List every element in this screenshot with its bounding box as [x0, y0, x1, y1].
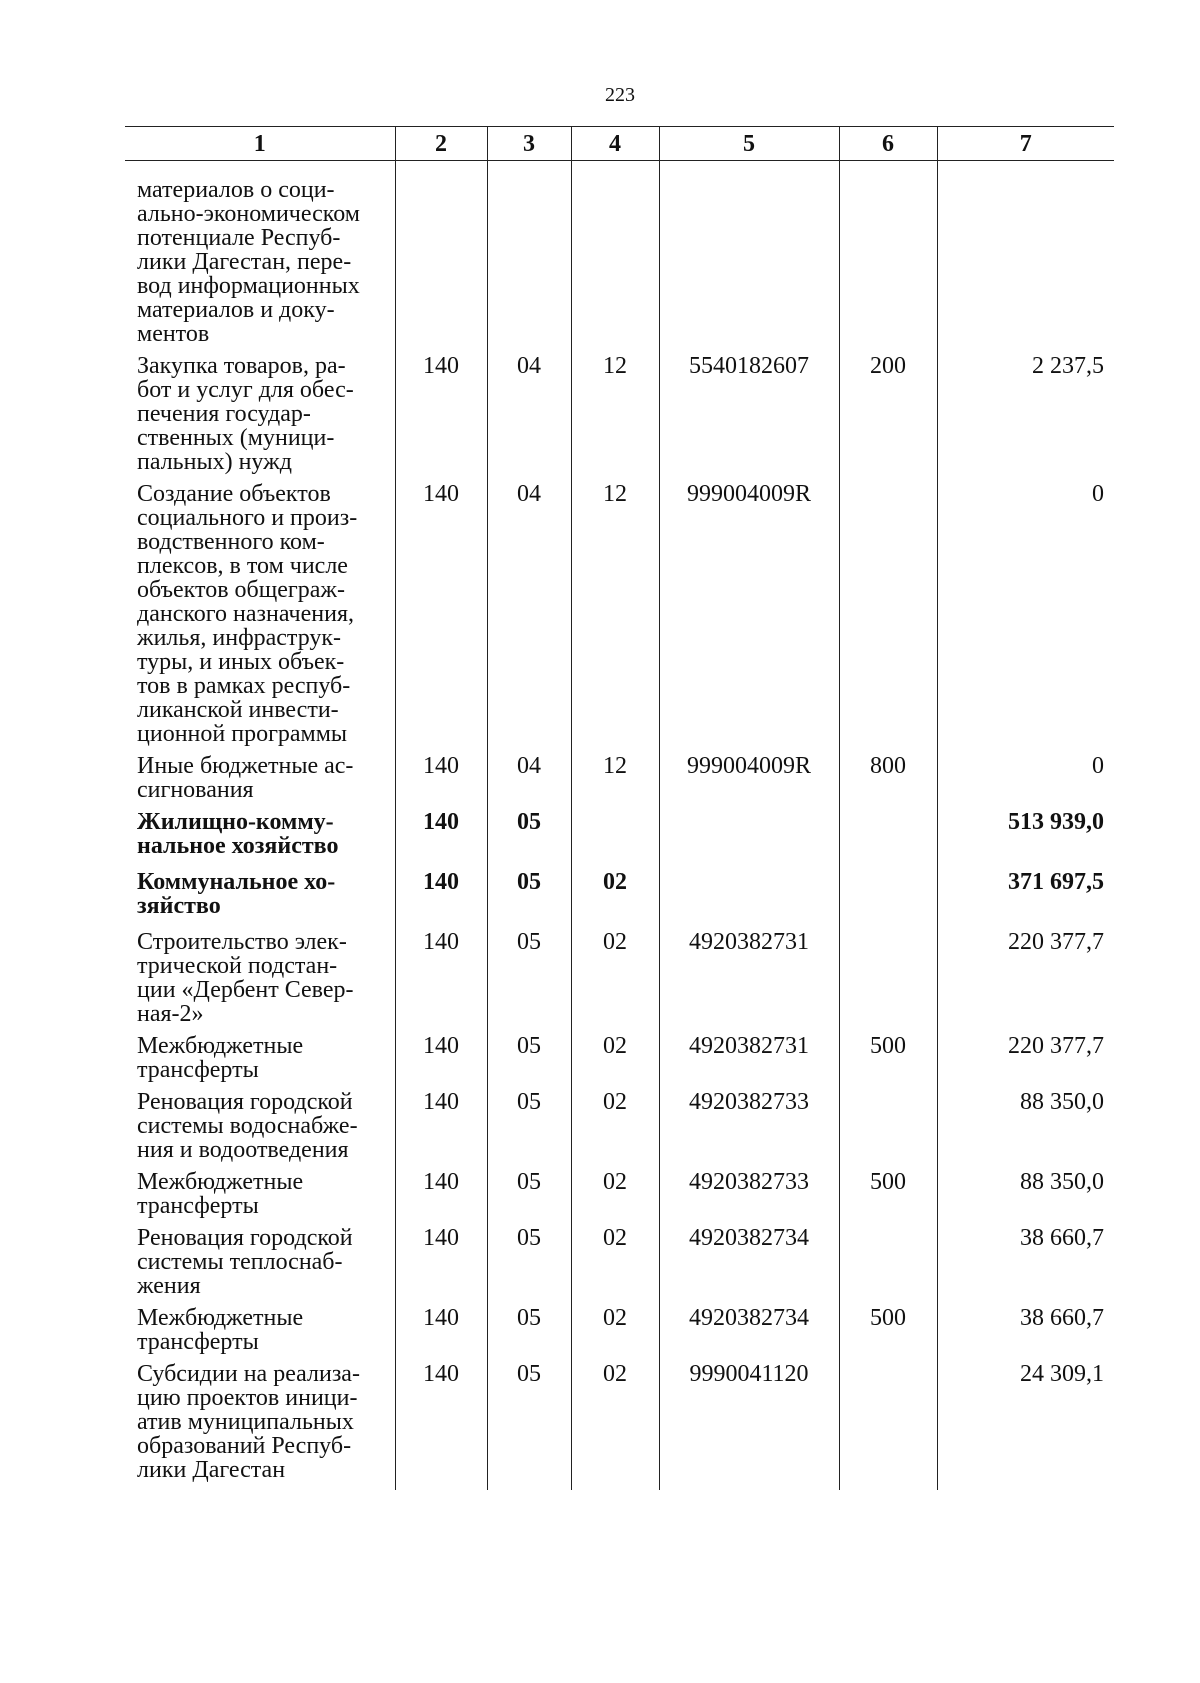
expense-type-cell: 500 — [839, 1034, 937, 1090]
code-cell: 140 — [395, 810, 487, 870]
section-cell: 05 — [487, 1170, 571, 1226]
table-row — [125, 1226, 1114, 1306]
target-article-cell: 4920382731 — [659, 1034, 839, 1090]
section-cell: 04 — [487, 482, 571, 754]
expense-type-cell — [839, 1090, 937, 1170]
table-row — [125, 1306, 1114, 1362]
amount-cell: 220 377,7 — [937, 930, 1114, 1034]
table-body — [125, 161, 1114, 1491]
header-cell: 1 — [125, 127, 395, 161]
subsection-cell: 12 — [571, 482, 659, 754]
subsection-cell: 02 — [571, 1090, 659, 1170]
amount-cell: 88 350,0 — [937, 1170, 1114, 1226]
section-cell: 05 — [487, 870, 571, 930]
section-cell: 05 — [487, 810, 571, 870]
target-article-cell: 4920382734 — [659, 1226, 839, 1306]
code-cell: 140 — [395, 482, 487, 754]
amount-cell: 513 939,0 — [937, 810, 1114, 870]
row-description: Закупка товаров, ра- бот и услуг для обес- печения государ- ственных (муници- пальных) нужд — [137, 353, 354, 475]
table-row — [125, 178, 1114, 354]
subsection-cell: 02 — [571, 1362, 659, 1490]
code-cell: 140 — [395, 1306, 487, 1362]
expense-type-cell — [839, 178, 937, 354]
table-row — [125, 1362, 1114, 1490]
code-cell: 140 — [395, 354, 487, 482]
expense-type-cell: 200 — [839, 354, 937, 482]
header-cell: 3 — [487, 127, 571, 161]
section-cell: 04 — [487, 354, 571, 482]
expense-type-cell — [839, 482, 937, 754]
subsection-cell: 02 — [571, 1306, 659, 1362]
section-cell: 05 — [487, 1226, 571, 1306]
expense-type-cell — [839, 1226, 937, 1306]
code-cell: 140 — [395, 1226, 487, 1306]
amount-cell: 0 — [937, 482, 1114, 754]
table-row — [125, 1090, 1114, 1170]
row-description: Создание объектов социального и произ- водственного ком- плексов, в том числе объектов общеграж- данского назначения, жилья, инфраструк- туры, и иных объек- тов в рамках респуб- ликанской инвести- ционной программы — [137, 481, 358, 747]
subsection-cell — [571, 810, 659, 870]
table-row — [125, 930, 1114, 1034]
row-description: материалов о соци- ально-экономическом потенциале Респуб- лики Дагестан, пере- вод информационных материалов и доку- ментов — [137, 177, 360, 347]
code-cell: 140 — [395, 1034, 487, 1090]
spacer-row — [125, 161, 1114, 179]
code-cell — [395, 178, 487, 354]
subsection-cell: 12 — [571, 354, 659, 482]
table-row — [125, 1170, 1114, 1226]
target-article-cell: 5540182607 — [659, 354, 839, 482]
target-article-cell: 999004009R — [659, 482, 839, 754]
code-cell: 140 — [395, 1170, 487, 1226]
amount-cell: 38 660,7 — [937, 1306, 1114, 1362]
section-cell: 04 — [487, 754, 571, 810]
amount-cell — [937, 178, 1114, 354]
table-row — [125, 810, 1114, 870]
target-article-cell: 4920382733 — [659, 1170, 839, 1226]
table-row — [125, 482, 1114, 754]
amount-cell: 88 350,0 — [937, 1090, 1114, 1170]
code-cell: 140 — [395, 1090, 487, 1170]
header-cell: 2 — [395, 127, 487, 161]
expense-type-cell: 800 — [839, 754, 937, 810]
target-article-cell — [659, 870, 839, 930]
header-row — [125, 127, 1114, 161]
header-cell: 4 — [571, 127, 659, 161]
amount-cell: 2 237,5 — [937, 354, 1114, 482]
section-cell: 05 — [487, 930, 571, 1034]
subsection-cell — [571, 178, 659, 354]
section-cell: 05 — [487, 1090, 571, 1170]
expense-type-cell — [839, 1362, 937, 1490]
header-cell: 6 — [839, 127, 937, 161]
amount-cell: 0 — [937, 754, 1114, 810]
row-description: Межбюджетные трансферты — [137, 1033, 304, 1083]
target-article-cell: 999004009R — [659, 754, 839, 810]
row-description: Реновация городской системы теплоснаб- жения — [137, 1225, 353, 1299]
expense-type-cell — [839, 870, 937, 930]
expense-type-cell — [839, 810, 937, 870]
amount-cell: 24 309,1 — [937, 1362, 1114, 1490]
table-row — [125, 1034, 1114, 1090]
row-description: Субсидии на реализа- цию проектов иници- атив муниципальных образований Респуб- лики Дагестан — [137, 1361, 360, 1483]
subsection-cell: 02 — [571, 870, 659, 930]
code-cell: 140 — [395, 870, 487, 930]
row-description: Жилищно-комму- нальное хозяйство — [137, 809, 339, 859]
table-row — [125, 354, 1114, 482]
page-number: 223 — [605, 84, 635, 106]
target-article-cell: 4920382731 — [659, 930, 839, 1034]
target-article-cell — [659, 178, 839, 354]
subsection-cell: 02 — [571, 1226, 659, 1306]
row-description: Межбюджетные трансферты — [137, 1305, 304, 1355]
row-description: Реновация городской системы водоснабже- ния и водоотведения — [137, 1089, 358, 1163]
table-row — [125, 870, 1114, 930]
target-article-cell: 4920382734 — [659, 1306, 839, 1362]
target-article-cell — [659, 810, 839, 870]
code-cell: 140 — [395, 1362, 487, 1490]
subsection-cell: 12 — [571, 754, 659, 810]
row-description: Межбюджетные трансферты — [137, 1169, 304, 1219]
code-cell: 140 — [395, 754, 487, 810]
expense-type-cell — [839, 930, 937, 1034]
budget-table — [125, 126, 1114, 1490]
target-article-cell: 4920382733 — [659, 1090, 839, 1170]
row-description: Строительство элек- трической подстан- ции «Дербент Север- ная-2» — [137, 929, 354, 1027]
expense-type-cell: 500 — [839, 1170, 937, 1226]
target-article-cell: 9990041120 — [659, 1362, 839, 1490]
amount-cell: 38 660,7 — [937, 1226, 1114, 1306]
row-description: Коммунальное хо- зяйство — [137, 869, 336, 919]
code-cell: 140 — [395, 930, 487, 1034]
table-row — [125, 754, 1114, 810]
section-cell — [487, 178, 571, 354]
header-cell: 5 — [659, 127, 839, 161]
expense-type-cell: 500 — [839, 1306, 937, 1362]
subsection-cell: 02 — [571, 930, 659, 1034]
subsection-cell: 02 — [571, 1034, 659, 1090]
section-cell: 05 — [487, 1306, 571, 1362]
section-cell: 05 — [487, 1034, 571, 1090]
subsection-cell: 02 — [571, 1170, 659, 1226]
amount-cell: 220 377,7 — [937, 1034, 1114, 1090]
row-description: Иные бюджетные ас- сигнования — [137, 753, 354, 803]
header-cell: 7 — [937, 127, 1114, 161]
amount-cell: 371 697,5 — [937, 870, 1114, 930]
section-cell: 05 — [487, 1362, 571, 1490]
